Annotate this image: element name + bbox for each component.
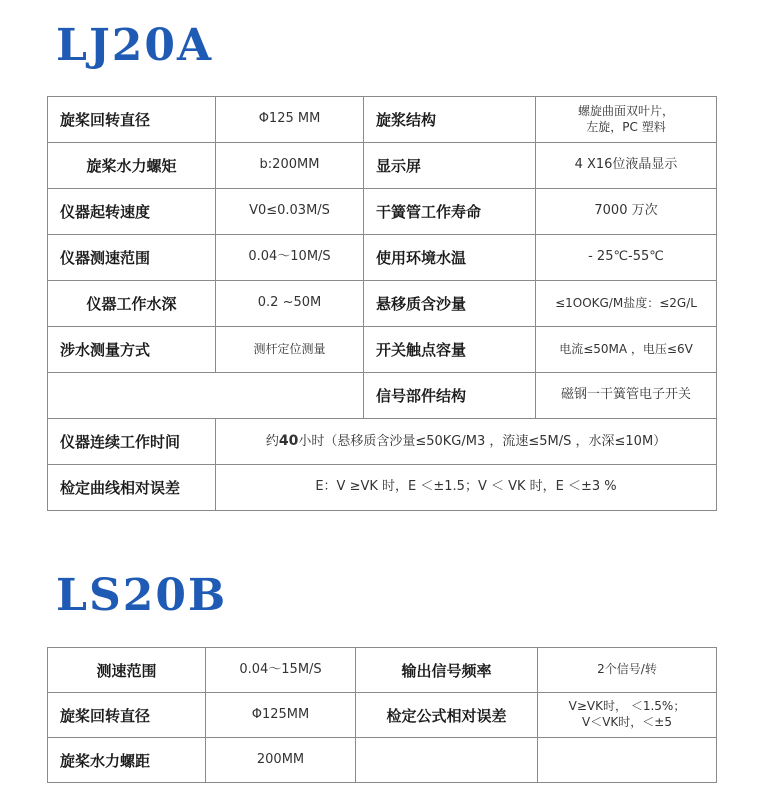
spec-label: 干簧管工作寿命 bbox=[364, 189, 536, 235]
spec-label: 仪器工作水深 bbox=[48, 281, 216, 327]
spec-table-ls20b bbox=[47, 647, 717, 783]
table-row bbox=[48, 738, 717, 783]
spec-label: 旋桨回转直径 bbox=[48, 97, 216, 143]
spec-value: 0.04～15M/S bbox=[206, 648, 356, 693]
spec-value: 200MM bbox=[206, 738, 356, 783]
table-row bbox=[48, 648, 717, 693]
spec-value-line: V＜VK时，＜±5 bbox=[582, 715, 672, 729]
table-row bbox=[48, 373, 717, 419]
spec-label: 仪器测速范围 bbox=[48, 235, 216, 281]
spec-value-hours: 40 bbox=[278, 433, 299, 450]
spec-value: E：V ≥VK 时，E ＜±1.5；V ＜ VK 时，E ＜±3 % bbox=[216, 465, 717, 511]
spec-value: 电流≤50MA ，电压≤6V bbox=[536, 327, 717, 373]
spec-value: 7000 万次 bbox=[536, 189, 717, 235]
table-row bbox=[48, 281, 717, 327]
table-row bbox=[48, 97, 717, 143]
spec-value: Φ125 MM bbox=[216, 97, 364, 143]
spec-label: 输出信号频率 bbox=[356, 648, 538, 693]
spec-label: 旋桨回转直径 bbox=[48, 693, 206, 738]
table-row bbox=[48, 693, 717, 738]
spec-label: 旋桨水力螺距 bbox=[48, 738, 206, 783]
spec-label: 悬移质含沙量 bbox=[364, 281, 536, 327]
spec-value: 磁钢一干簧管电子开关 bbox=[536, 373, 717, 419]
spec-value: 2个信号/转 bbox=[538, 648, 717, 693]
spec-value bbox=[536, 97, 717, 143]
spec-label: 仪器起转速度 bbox=[48, 189, 216, 235]
spec-value: V0≤0.03M/S bbox=[216, 189, 364, 235]
spec-value: Φ125MM bbox=[206, 693, 356, 738]
spec-label bbox=[356, 738, 538, 783]
table-row bbox=[48, 419, 717, 465]
spec-label: 开关触点容量 bbox=[364, 327, 536, 373]
spec-value: 4 X16位液晶显示 bbox=[536, 143, 717, 189]
model-title-ls20b: LS20B bbox=[56, 570, 228, 621]
table-row bbox=[48, 465, 717, 511]
spec-value-line: V≥VK时， ＜1.5%； bbox=[568, 699, 686, 714]
table-row bbox=[48, 143, 717, 189]
model-title-lj20a: LJ20A bbox=[56, 20, 214, 71]
spec-value: b:200MM bbox=[216, 143, 364, 189]
spec-label: 旋桨水力螺矩 bbox=[48, 143, 216, 189]
spec-value bbox=[538, 738, 717, 783]
spec-value: ≤1OOKG/M盐度：≤2G/L bbox=[536, 281, 717, 327]
table-row bbox=[48, 189, 717, 235]
spec-label: 检定曲线相对误差 bbox=[48, 465, 216, 511]
spec-value: 测杆定位测量 bbox=[216, 327, 364, 373]
spec-label: 信号部件结构 bbox=[364, 373, 536, 419]
table-row bbox=[48, 235, 717, 281]
spec-value bbox=[216, 419, 717, 465]
spec-label: 检定公式相对误差 bbox=[356, 693, 538, 738]
spec-value: 0.04～10M/S bbox=[216, 235, 364, 281]
spec-table-lj20a bbox=[47, 96, 717, 511]
spec-value-prefix: 约 bbox=[265, 434, 279, 450]
spec-label: 仪器连续工作时间 bbox=[48, 419, 216, 465]
spec-value-line: 螺旋曲面双叶片， bbox=[577, 103, 674, 118]
spec-label: 旋浆结构 bbox=[364, 97, 536, 143]
spec-value: 0.2 ~50M bbox=[216, 281, 364, 327]
spec-value-suffix: 小时（悬移质含沙量≤50KG/M3 ，流速≤5M/S ，水深≤10M） bbox=[298, 434, 667, 450]
spec-label: 涉水测量方式 bbox=[48, 327, 216, 373]
spec-label: 使用环境水温 bbox=[364, 235, 536, 281]
table-row bbox=[48, 327, 717, 373]
spec-label: 显示屏 bbox=[364, 143, 536, 189]
spec-value-line: 左旋，PC 塑料 bbox=[586, 119, 666, 134]
spec-value: - 25℃-55℃ bbox=[536, 235, 717, 281]
spec-value bbox=[538, 693, 717, 738]
spec-label: 测速范围 bbox=[48, 648, 206, 693]
empty-cell bbox=[48, 373, 364, 419]
